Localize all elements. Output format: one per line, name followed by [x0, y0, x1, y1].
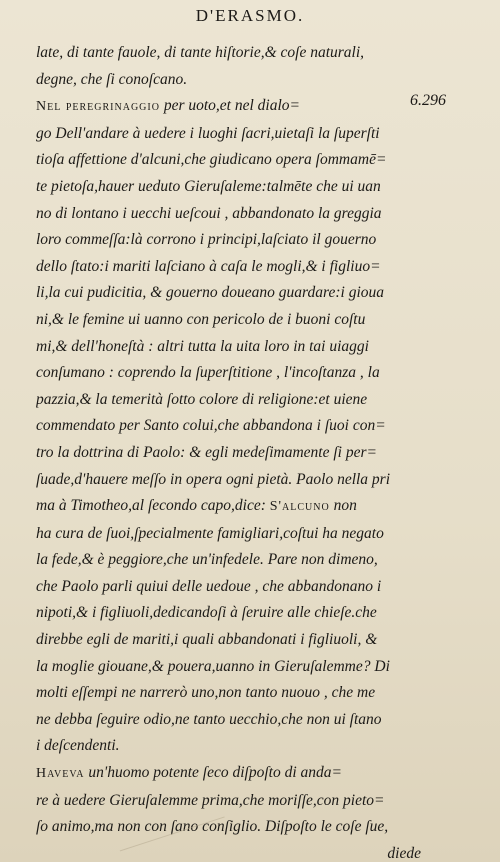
- text-line: li,la cui pudicitia, & gouerno doueano guardare:i gioua: [36, 284, 385, 302]
- catchword: diede: [387, 844, 421, 862]
- text-line: ſuade,d'hauere meſſo in opera ogni pietà. Paolo nella pri: [36, 470, 391, 488]
- text-line: i deſcendenti.: [36, 737, 120, 755]
- text-line: late, di tante fauole, di tante hiſtorie,& coſe naturali,: [36, 44, 365, 61]
- text-line: ni,& le femine ui uanno con pericolo de i buoni coſtu: [36, 310, 366, 328]
- text-line: [36, 760, 421, 788]
- text-line: che Paolo parli quiui delle uedoue , che abbandonano i: [36, 577, 382, 595]
- text-line: direbbe egli de mariti,i quali abbandonati i figliuoli, &: [36, 631, 378, 649]
- text-line: ſo animo,ma non con ſano conſiglio. Diſpoſto le coſe ſue,: [36, 818, 389, 836]
- text-line: ha cura de ſuoi,ſpecialmente famigliari,coſtui ha negato: [36, 524, 384, 542]
- text-line: la moglie giouane,& pouera,uanno in Gieruſalemme? Di: [36, 657, 390, 675]
- text-line: ne debba ſeguire odio,ne tanto uecchio,che non ui ſtano: [36, 710, 382, 728]
- text-line: [36, 93, 421, 121]
- text-fragment: un'huomo potente ſeco diſpoſto di anda=: [84, 764, 342, 782]
- text-fragment: ma à Timotheo,al ſecondo capo,dice:: [36, 497, 270, 515]
- text-line: nipoti,& i figliuoli,dedicandoſi à ſeruire alle chieſe.che: [36, 604, 377, 622]
- small-caps-opening: Nel peregrinaggio: [36, 99, 160, 115]
- text-line: re à uedere Gieruſalemme prima,che moriſſe,con pieto=: [36, 791, 385, 809]
- text-line: loro commeſſa:là corrono i principi,laſciato il gouerno: [36, 231, 377, 249]
- text-fragment: per uoto,et nel dialo=: [159, 97, 300, 115]
- running-head: D'ERASMO.: [195, 6, 305, 25]
- text-line: conſumano : coprendo la ſuperſtitione , l'incoſtanza , la: [36, 364, 380, 382]
- text-line: go Dell'andare à uedere i luoghi ſacri,uietaſi la ſuperſti: [36, 124, 380, 142]
- small-caps-quote: S'alcuno: [269, 499, 330, 515]
- small-caps-opening: Haveva: [36, 766, 85, 782]
- text-block: [36, 40, 421, 862]
- text-line: no di lontano i uecchi ueſcoui , abbandonato la greggia: [36, 204, 382, 222]
- text-fragment: non: [329, 497, 357, 515]
- text-line: commendato per Santo colui,che abbandona i ſuoi con=: [36, 417, 386, 435]
- text-line: la fede,& è peggiore,che un'infedele. Pare non dimeno,: [36, 551, 378, 569]
- text-line: [36, 493, 421, 521]
- text-line: degne, che ſi conoſcano.: [36, 70, 188, 88]
- text-line: te pietoſa,hauer ueduto Gieruſaleme:talmēte che ui uan: [36, 177, 381, 195]
- margin-note: 6.296: [410, 92, 446, 109]
- text-line: tro la dottrina di Paolo: & egli medeſimamente ſi per=: [36, 443, 377, 461]
- text-line: pazzia,& la temerità ſotto colore di religione:et uiene: [36, 390, 368, 408]
- text-line: tioſa affettione d'alcuni,che giudicano opera ſommamē=: [36, 151, 387, 169]
- text-line: molti eſſempi ne narrerò uno,non tanto nuouo , che me: [36, 684, 376, 702]
- text-line: dello ſtato:i mariti laſciano à caſa le mogli,& i figliuo=: [36, 257, 381, 275]
- text-line: mi,& dell'honeſtà : altri tutta la uita loro in tai uiaggi: [36, 337, 369, 355]
